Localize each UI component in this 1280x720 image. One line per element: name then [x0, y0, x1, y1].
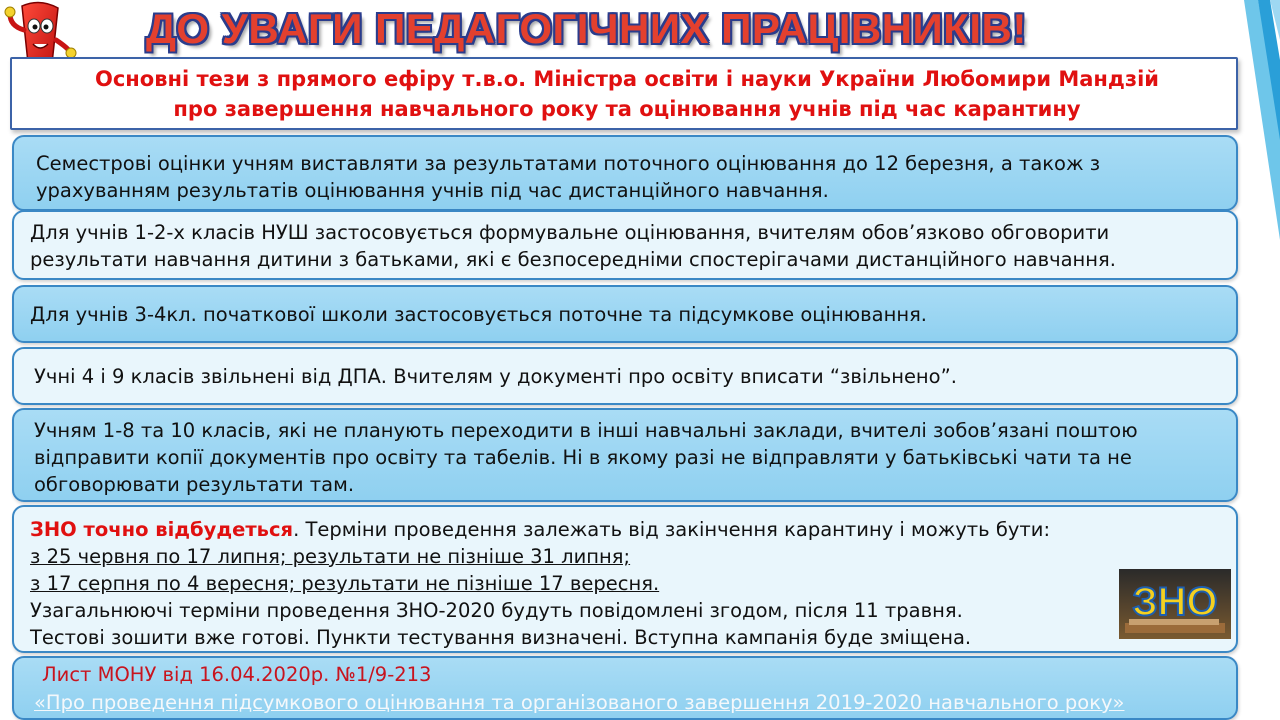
letter-link[interactable]: «Про проведення підсумкового оцінювання та організованого завершення 2019-2020 навчального року» — [34, 691, 1125, 714]
page-title: ДО УВАГИ ПЕДАГОГІЧНИХ ПРАЦІВНИКІВ! — [146, 5, 1027, 52]
info-card-primary — [12, 285, 1238, 343]
zno-option-2: з 17 серпня по 4 вересня; результати не пізніше 17 вересня. — [30, 572, 660, 595]
info-card-letter — [12, 656, 1238, 720]
zno-lead: . Терміни проведення залежать від закінчення карантину і можуть бути: — [293, 518, 1051, 541]
subtitle-line-1: Основні тези з прямого ефіру т.в.о. Міністра освіти і науки України Любомири Мандзій — [94, 67, 1160, 91]
card-text-line: Для учнів 1-2-х класів НУШ застосовується формувальне оцінювання, вчителям обов’язково обговорити — [30, 221, 1110, 244]
card-text-line: обговорювати результати там. — [34, 473, 355, 496]
card-text-line: відправити копії документів про освіту та табелів. Ні в якому разі не відправляти у батьківські чати та не — [34, 446, 1132, 469]
info-card-grades — [12, 135, 1238, 211]
zno-line-4: Узагальнюючі терміни проведення ЗНО-2020 будуть повідомлені згодом, після 11 травня. — [30, 599, 963, 622]
zno-logo-icon — [1119, 569, 1231, 639]
letter-reference: Лист МОНУ від 16.04.2020р. №1/9-213 — [42, 663, 432, 686]
decorative-stripes — [1240, 0, 1280, 720]
zno-option-1: з 25 червня по 17 липня; результати не пізніше 31 липня; — [30, 545, 631, 568]
subtitle-box — [10, 57, 1238, 130]
zno-logo-text: ЗНО — [1132, 580, 1218, 624]
info-card-zno — [12, 505, 1238, 653]
info-card-documents — [12, 408, 1238, 502]
zno-highlight: ЗНО точно відбудеться — [30, 518, 294, 541]
card-text-line: Учні 4 і 9 класів звільнені від ДПА. Вчителям у документі про освіту вписати “звільнено”. — [34, 365, 957, 388]
card-text-line: Учням 1-8 та 10 класів, які не планують переходити в інші навчальні заклади, вчителі зобов’язані поштою — [34, 419, 1138, 442]
zno-line-5: Тестові зошити вже готові. Пункти тестування визначені. Вступна кампанія буде зміщена. — [30, 626, 972, 649]
card-text-line: урахуванням результатів оцінювання учнів під час дистанційного навчання. — [36, 179, 829, 202]
card-text-line: результати навчання дитини з батьками, які є безпосередніми спостерігачами дистанційного навчання. — [30, 248, 1116, 271]
card-text-line: Для учнів 3-4кл. початкової школи застосовується поточне та підсумкове оцінювання. — [30, 303, 928, 326]
zno-lead-line — [30, 516, 1226, 543]
info-card-nush — [12, 210, 1238, 280]
card-text-line: Семестрові оцінки учням виставляти за результатами поточного оцінювання до 12 березня, а також з — [36, 152, 1101, 175]
info-card-dpa — [12, 347, 1238, 405]
subtitle-line-2: про завершення навчального року та оцінювання учнів під час карантину — [173, 97, 1081, 121]
